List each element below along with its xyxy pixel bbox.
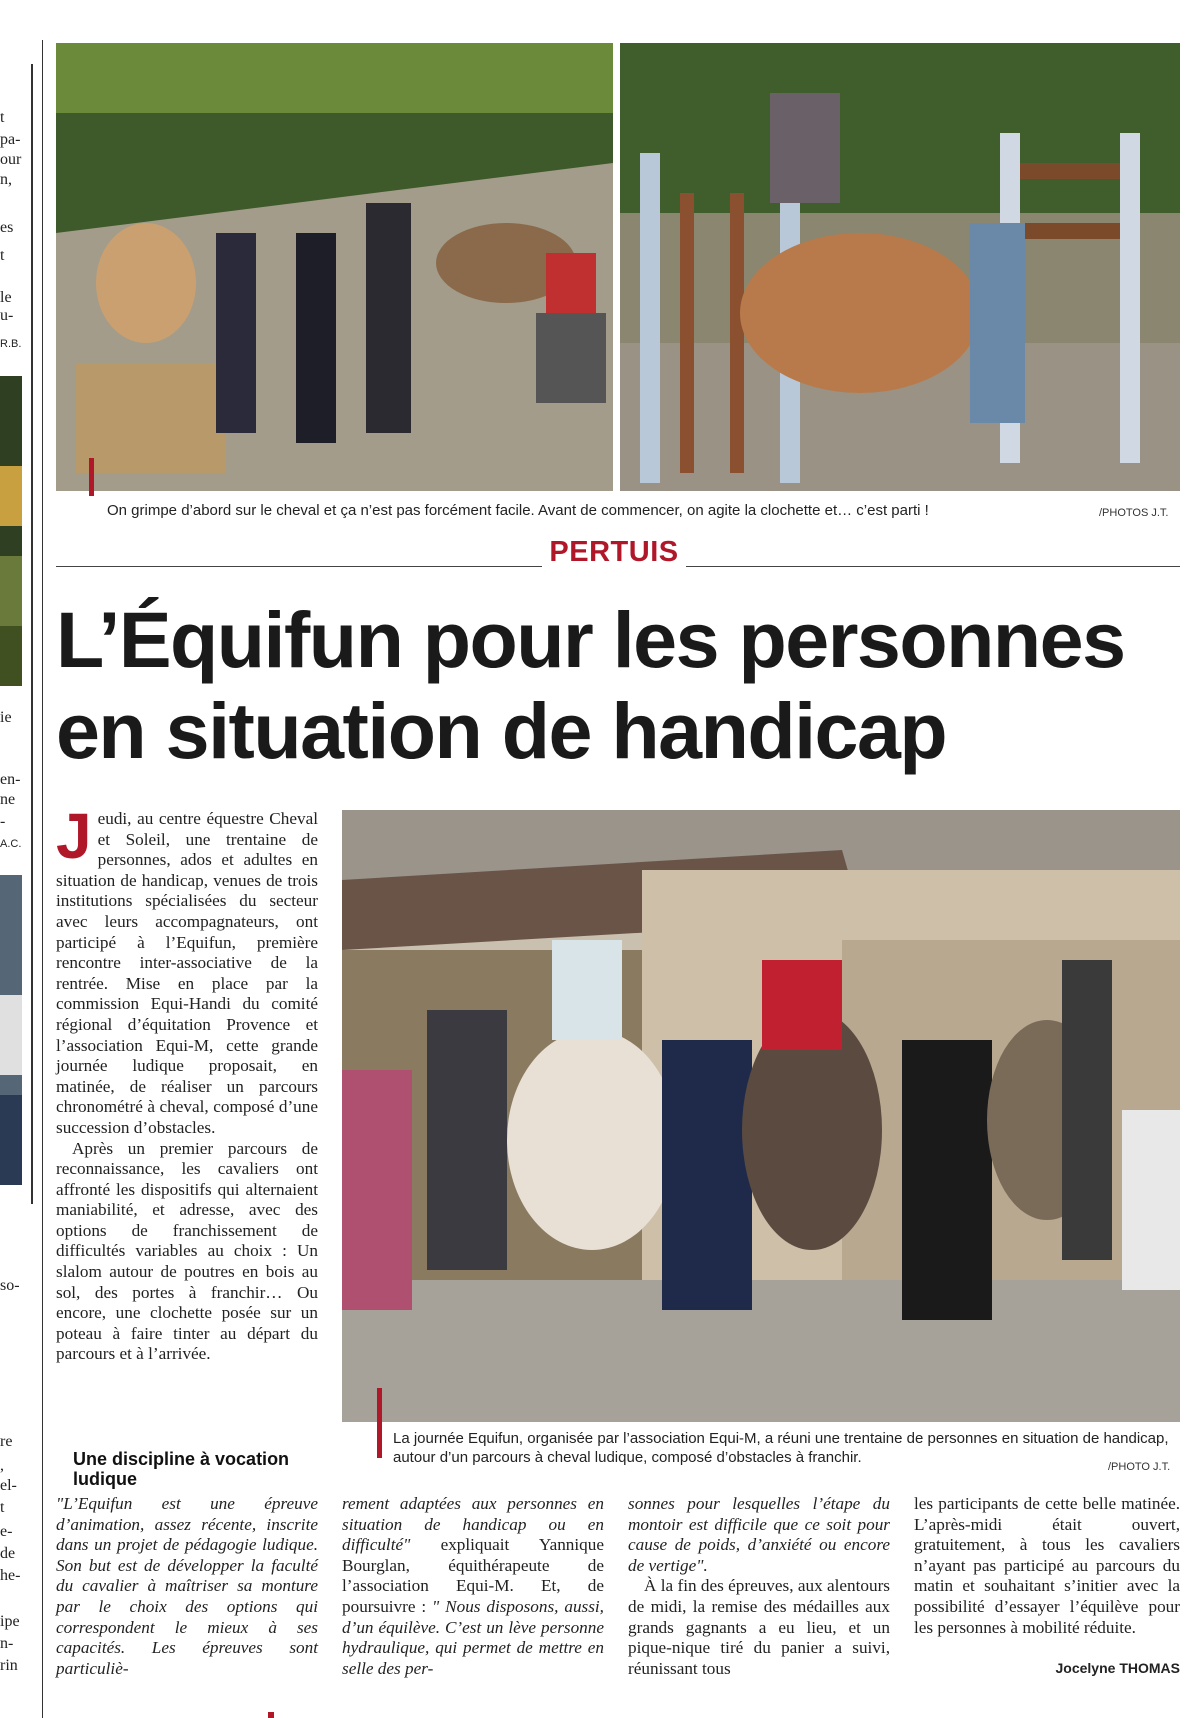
article-column-1 (56, 800, 318, 1365)
top-caption (107, 501, 1067, 520)
left-column-fragment: de (0, 1545, 16, 1562)
left-column-border (42, 40, 43, 1718)
article-paragraph-1: Jeudi, au centre équestre Cheval et Soleil, une trentaine de personnes, ados et adultes en situation de handicap, venues de trois institutions spécialisées du secteur avec leurs accompagnateurs, ont participé à l’Equifun, première rencontre inter-associative de la rentrée. Mise en place par la commission Equi-Handi du comité régional d’équitation Provence et l’association Equi-M, cette grande journée ludique proposait, en matinée, de réaliser un parcours chronométré à cheval, composé d’une succession d’obstacles. (56, 800, 318, 1137)
left-column-fragment: n, (0, 171, 12, 188)
byline-last: THOMAS (1119, 1660, 1180, 1676)
left-column-fragment: so- (0, 1277, 20, 1294)
left-photo-fragment-1 (0, 376, 22, 686)
left-photo-fragment-2 (0, 875, 22, 1185)
headline-line-1: L’Équifun pour les personnes (56, 595, 1125, 684)
top-caption-bar (89, 458, 94, 496)
subhead: Une discipline à vocation ludique (73, 1449, 290, 1489)
left-column-fragment: , (0, 1457, 4, 1474)
left-column-fragment: ne (0, 791, 16, 808)
left-column-fragment: el- (0, 1477, 17, 1494)
left-column-fragment: - (0, 813, 6, 830)
dropcap: J (56, 800, 92, 872)
top-caption-text: On grimpe d’abord sur le cheval et ça n’est pas forcément facile. Avant de commencer, on agite la clochette et… c’est parti ! (107, 502, 929, 519)
main-caption-bar (377, 1388, 382, 1458)
byline-first: Jocelyne (1055, 1660, 1120, 1676)
left-column-fragment: R.B. (0, 338, 22, 350)
top-photo-credit: /PHOTOS J.T. (1099, 507, 1169, 519)
left-column-fragment: t (0, 1499, 5, 1516)
byline (914, 1660, 1180, 1676)
main-caption (393, 1429, 1173, 1467)
left-column-fragment: ie (0, 709, 12, 726)
left-column-fragment: es (0, 219, 14, 236)
top-photo-left (56, 43, 613, 491)
quote-part-3: sonnes pour lesquelles l’étape du montoir est difficile que ce soit pour cause de poids, d’anxiété ou encore de vertige". (628, 1494, 890, 1575)
headline-line-2: en situation de handicap (56, 686, 947, 775)
left-column-fragment: ipe (0, 1613, 20, 1630)
left-column-fragment: A.C. (0, 838, 22, 850)
left-column-fragment: en- (0, 771, 21, 788)
main-caption-text: La journée Equifun, organisée par l’association Equi-M, a réuni une trentaine de personnes en situation de handicap, autour d’un parcours à cheval ludique, composé d’obstacles à franchir. (393, 1430, 1169, 1466)
left-column-fragment: re (0, 1433, 13, 1450)
left-column-fragment: n- (0, 1635, 14, 1652)
left-column-fragment: rin (0, 1657, 18, 1674)
left-column-fragment: he- (0, 1567, 21, 1584)
article-column-3 (628, 1494, 890, 1679)
article-paragraph-2: Après un premier parcours de reconnaissance, les cavaliers ont affronté les dispositifs qui alternaient maniabilité, et adresse, avec des options de franchissement de difficultés variables au choix : Un slalom autour de poutres en bois au sol, des portes à franchir… Ou encore, une clochette posée sur un poteau à faire tinter au départ du parcours et à l’arrivée. (56, 1138, 318, 1364)
section-label: PERTUIS (549, 536, 679, 568)
main-photo-credit: /PHOTO J.T. (1108, 1461, 1171, 1473)
left-column-fragment: t (0, 247, 5, 264)
left-column-fragment: t (0, 109, 5, 126)
article-column-1-continued: "L’Equifun est une épreuve d’animation, assez récente, inscrite dans un projet de pédagogie ludique. Son but est de développer la faculté du cavalier à maîtriser sa monture par le choix des options qui correspondent le mieux à ses capacités. Les épreuves sont particuliè- (56, 1494, 318, 1678)
left-column-fragment: our (0, 151, 22, 168)
quote-part-1: rement adaptées aux personnes en situation de handicap ou en difficulté" (342, 1494, 604, 1555)
top-photo-right (620, 43, 1180, 491)
headline (56, 594, 1186, 776)
article-paragraph-closing: À la fin des épreuves, aux alentours de midi, la remise des médailles aux grands gagnants a eu lieu, et un pique-nique tiré du panier a suivi, réunissant tous (628, 1576, 890, 1678)
section-rule-left (56, 566, 542, 567)
left-column-fragment: le (0, 289, 12, 306)
section-rule-right (686, 566, 1180, 567)
attribution: expliquait Yannique Bourglan, équithérapeute de l’association Equi-M. Et, de poursuivre : (342, 1535, 604, 1616)
left-column-fragment: e- (0, 1523, 13, 1540)
bottom-red-mark (268, 1712, 274, 1718)
main-photo (342, 810, 1180, 1422)
article-column-4: les participants de cette belle matinée. L’après-midi était ouvert, gratuitement, à tous les cavaliers n’ayant pas participé au parcours du matin et souhaitant s’initier avec la possibilité d’essayer l’équilève pour les personnes à mobilité réduite. (914, 1494, 1180, 1637)
left-column-fragment: u- (0, 307, 14, 324)
left-column-fragment: pa- (0, 131, 21, 148)
article-column-2 (342, 1494, 604, 1679)
quote-part-2: " Nous disposons, aussi, d’un équilève. C’est un lève personne hydraulique, qui permet de mettre en selle des per- (342, 1596, 604, 1678)
